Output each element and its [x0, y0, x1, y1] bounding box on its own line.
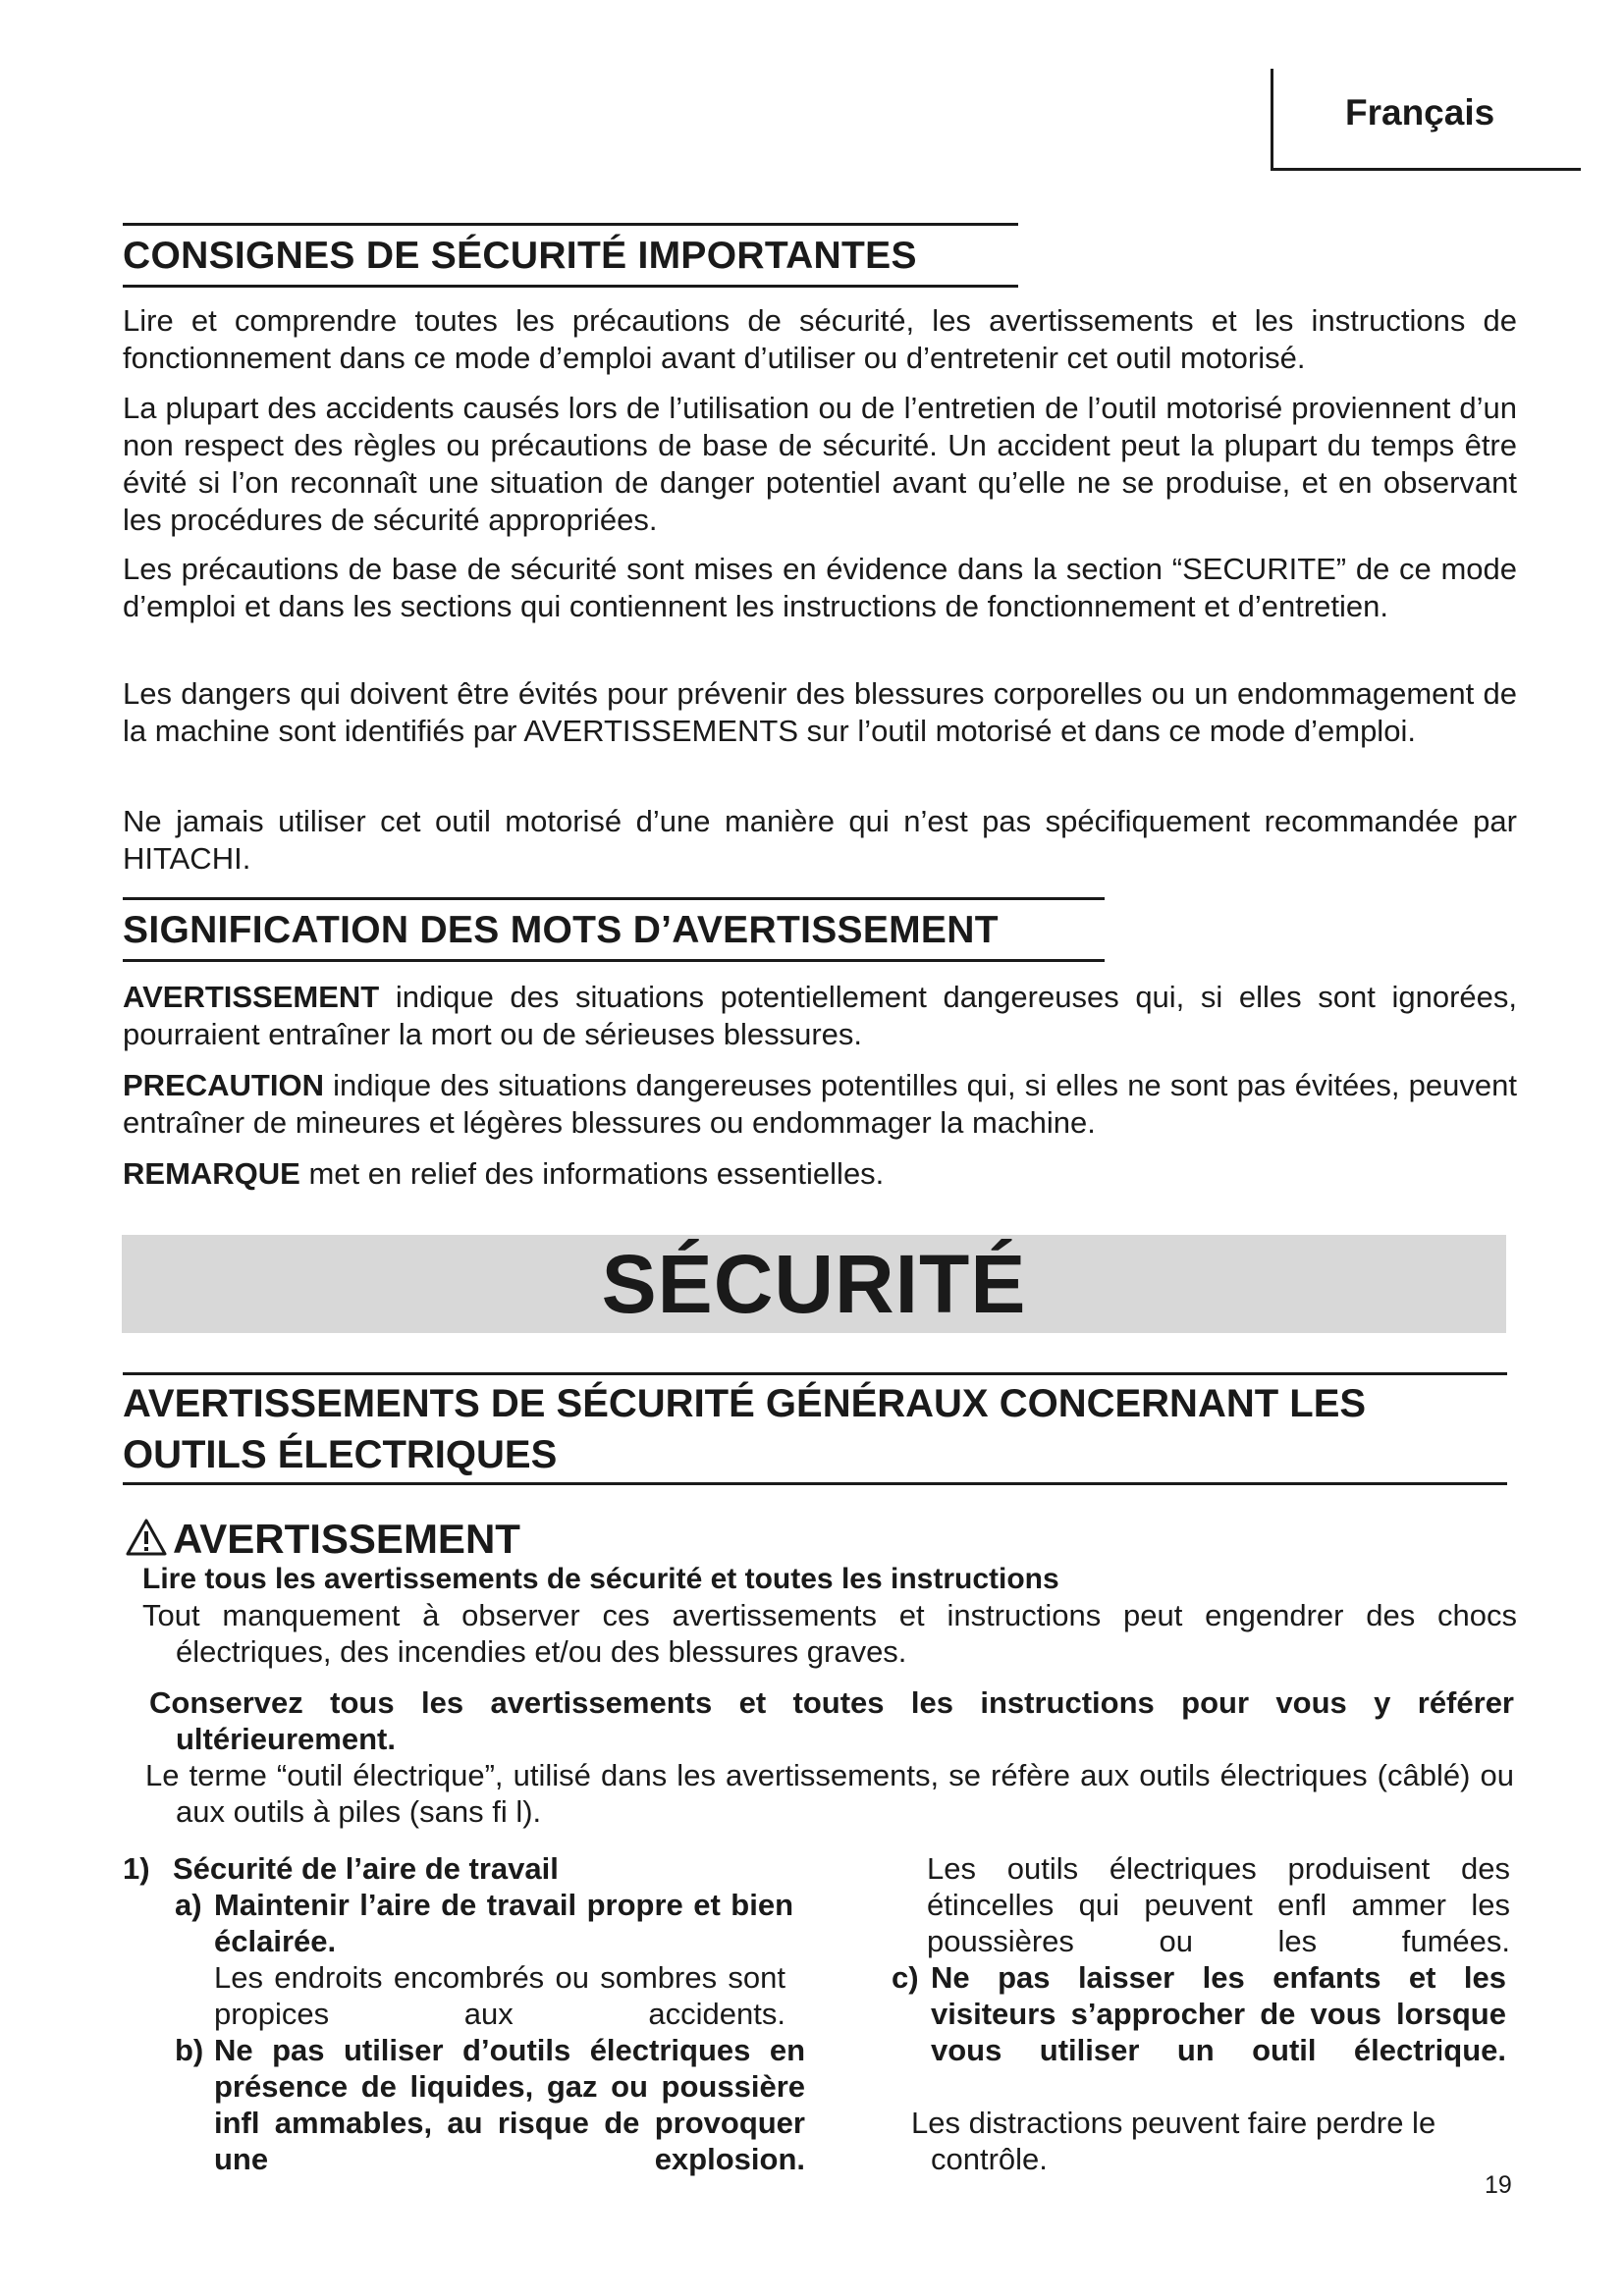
section-rule-top: [123, 1372, 1507, 1375]
section-rule-bottom: [123, 959, 1105, 962]
keep-instructions: Conservez tous les avertissements et toutes les instructions pour vous y référer ultérieurement.: [149, 1685, 1514, 1756]
paragraph: Lire et comprendre toutes les précautions de sécurité, les avertissements et les instructions de fonctionnement dans ce mode d’emploi avant d’utiliser ou d’entretenir cet outil motorisé.: [123, 303, 1517, 375]
sub-item-text: Les distractions peuvent faire perdre le contrôle.: [911, 2106, 1436, 2176]
section-rule-bottom: [123, 1482, 1507, 1485]
definition-avertissement: [123, 979, 1517, 1053]
paragraph: La plupart des accidents causés lors de l’utilisation ou de l’entretien de l’outil motorisé proviennent d’un non respect des règles ou précautions de base de sécurité. Un accident peut la plupart du temps être évité si l’on reconnaît une situation de danger potentiel avant qu’elle ne se produise, et en observant les procédures de sécurité appropriées.: [123, 391, 1517, 537]
definition-term: REMARQUE: [123, 1156, 300, 1191]
sub-item-text: Les endroits encombrés ou sombres sont propices aux accidents.: [214, 1960, 785, 2031]
definition-text: indique des situations dangereuses potentilles qui, si elles ne sont pas évitées, peuvent entraîner de mineures et légères blessures ou endommager la machine.: [123, 1068, 1517, 1140]
sub-item-title: Maintenir l’aire de travail propre et bien éclairée.: [214, 1888, 793, 1958]
banner-title: SÉCURITÉ: [601, 1238, 1027, 1330]
definition-text: indique des situations potentiellement dangereuses qui, si elles sont ignorées, pourraient entraîner la mort ou de sérieuses blessures.: [123, 980, 1517, 1051]
sub-item-label: b): [175, 2033, 204, 2067]
section-rule-top: [123, 223, 1018, 226]
term-definition: Le terme “outil électrique”, utilisé dans les avertissements, se réfère aux outils électriques (câblé) ou aux outils à piles (sans fi l).: [145, 1758, 1514, 1829]
warning-triangle-icon: [126, 1518, 167, 1557]
sub-item-title: Ne pas utiliser d’outils électriques en présence de liquides, gaz ou poussière infl ammables, au risque de provoquer une explosion.: [214, 2033, 805, 2176]
read-all-heading: Lire tous les avertissements de sécurité et toutes les instructions: [142, 1563, 1059, 1595]
page-number: 19: [1485, 2171, 1512, 2199]
definition-term: AVERTISSEMENT: [123, 980, 380, 1014]
sub-item-label: a): [175, 1888, 202, 1922]
section-rule-bottom: [123, 285, 1018, 288]
read-all-text: Tout manquement à observer ces avertissements et instructions peut engendrer des chocs électriques, des incendies et/ou des blessures graves.: [142, 1598, 1517, 1669]
definition-precaution: [123, 1067, 1517, 1142]
section-title-avertissements: AVERTISSEMENTS DE SÉCURITÉ GÉNÉRAUX CONCERNANT LES OUTILS ÉLECTRIQUES: [123, 1382, 1367, 1476]
paragraph: Les précautions de base de sécurité sont mises en évidence dans la section “SECURITE” de ce mode d’emploi et dans les sections qui contiennent les instructions de fonctionnement et d’entretien.: [123, 552, 1517, 623]
sub-item-label: c): [892, 1960, 919, 1995]
definition-remarque: [123, 1155, 1517, 1193]
warning-label: AVERTISSEMENT: [173, 1516, 520, 1562]
paragraph: Ne jamais utiliser cet outil motorisé d’une manière qui n’est pas spécifiquement recommandée par HITACHI.: [123, 804, 1517, 876]
sub-item-title: Ne pas laisser les enfants et les visiteurs s’approcher de vous lorsque vous utiliser un outil électrique.: [931, 1960, 1506, 2067]
paragraph: Les dangers qui doivent être évités pour prévenir des blessures corporelles ou un endommagement de la machine sont identifiés par AVERTISSEMENTS sur l’outil motorisé et dans ce mode d’emploi.: [123, 676, 1517, 748]
language-label: Français: [1345, 92, 1495, 133]
section-rule-top: [123, 897, 1105, 900]
list-item-number: 1): [123, 1851, 150, 1886]
sub-item-text: Les outils électriques produisent des étincelles qui peuvent enfl ammer les poussières ou les fumées.: [927, 1851, 1510, 1958]
securite-banner: [122, 1235, 1506, 1333]
section-title-consignes: CONSIGNES DE SÉCURITÉ IMPORTANTES: [123, 235, 917, 277]
section-title-signification: SIGNIFICATION DES MOTS D’AVERTISSEMENT: [123, 909, 999, 951]
definition-term: PRECAUTION: [123, 1068, 324, 1102]
list-item-title: Sécurité de l’aire de travail: [173, 1851, 559, 1886]
definition-text: met en relief des informations essentielles.: [299, 1156, 885, 1191]
